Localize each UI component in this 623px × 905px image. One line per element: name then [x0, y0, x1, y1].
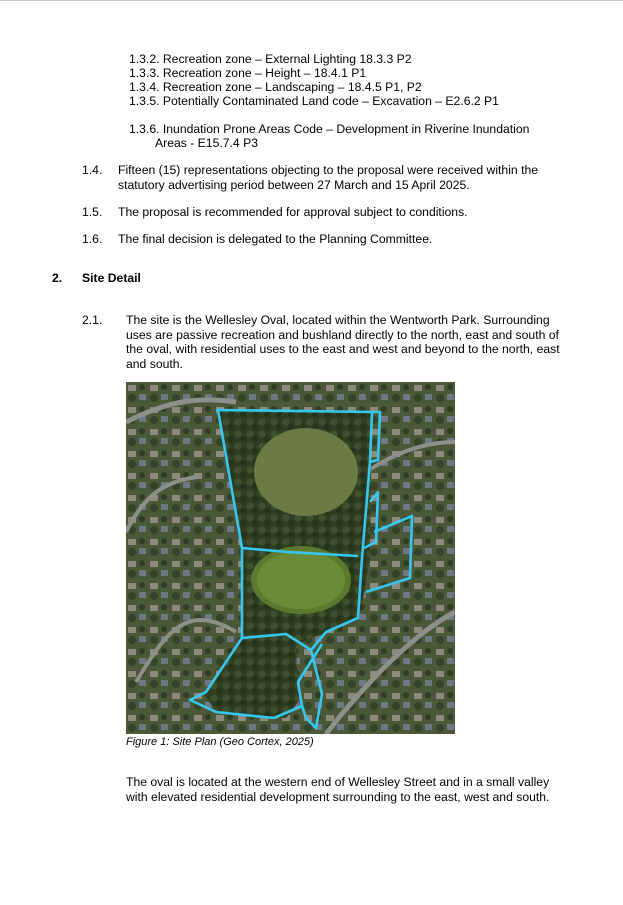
item-text-1-6: The final decision is delegated to the Planning Committee.: [118, 232, 433, 246]
list-item-1-3-6-line1: 1.3.6. Inundation Prone Areas Code – Development in Riverine Inundation: [129, 122, 530, 136]
item-number-1-5: 1.5.: [82, 205, 103, 219]
item-number-2-1: 2.1.: [82, 313, 103, 327]
figure-caption: Figure 1: Site Plan (Geo Cortex, 2025): [126, 736, 314, 748]
closing-paragraph: The oval is located at the western end of Wellesley Street and in a small valley with elevated residential development surrounding to the east, west and south.: [126, 775, 550, 804]
item-text-2-1: The site is the Wellesley Oval, located within the Wentworth Park. Surrounding uses are passive recreation and bushland directly to the north, east and south of the oval, with residential uses to the east and west and beyond to the north, east and south.: [126, 313, 560, 371]
item-text-1-5: The proposal is recommended for approval subject to conditions.: [118, 205, 468, 219]
section-number: 2.: [52, 271, 63, 285]
list-item-1-3-3: 1.3.3. Recreation zone – Height – 18.4.1 P1: [129, 66, 367, 80]
page-top-border: [0, 0, 623, 1]
list-item-1-3-6-line2: Areas - E15.7.4 P3: [155, 136, 258, 150]
item-number-1-6: 1.6.: [82, 232, 103, 246]
item-text-1-4: Fifteen (15) representations objecting to the proposal were received within the statutory advertising period between 27 March and 15 April 2025.: [118, 163, 539, 192]
list-item-1-3-2: 1.3.2. Recreation zone – External Lighting 18.3.3 P2: [129, 52, 412, 66]
item-number-1-4: 1.4.: [82, 163, 103, 177]
list-item-1-3-5: 1.3.5. Potentially Contaminated Land code – Excavation – E2.6.2 P1: [129, 94, 499, 108]
list-item-1-3-4: 1.3.4. Recreation zone – Landscaping – 18.4.5 P1, P2: [129, 80, 422, 94]
site-plan-aerial-image: [126, 382, 455, 734]
section-heading: Site Detail: [82, 271, 141, 285]
